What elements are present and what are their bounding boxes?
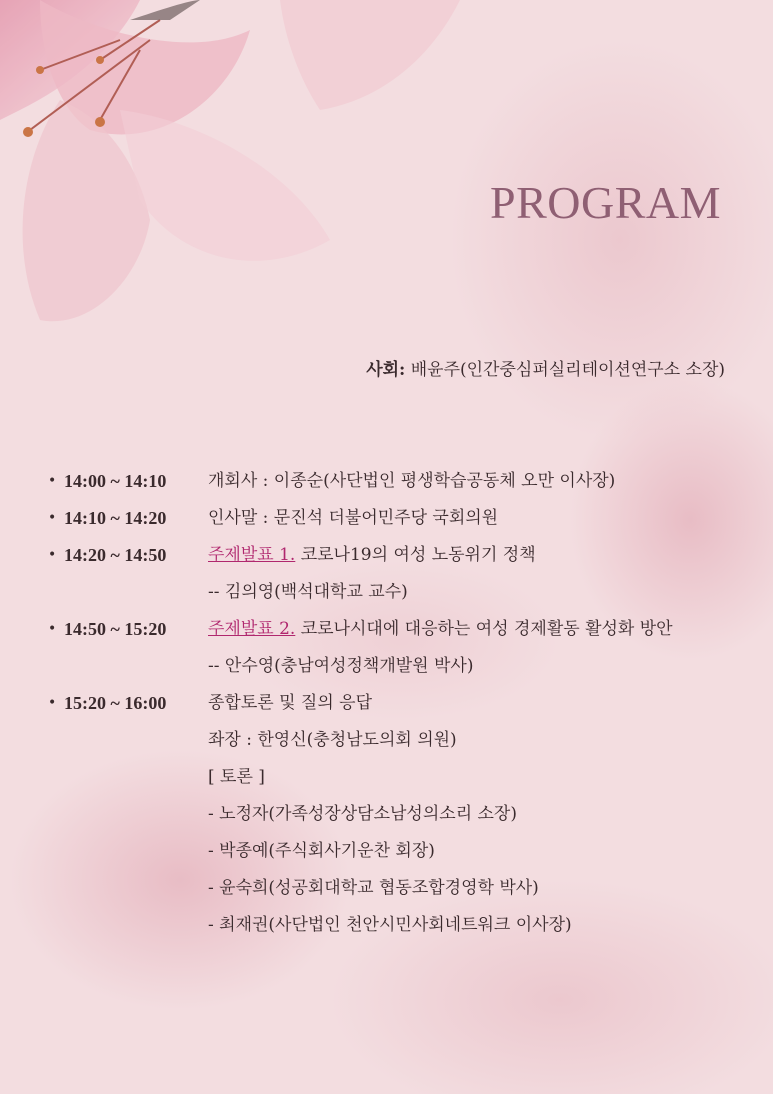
panelist-text: - 노정자(가족성장상담소남성의소리 소장): [208, 804, 517, 824]
panelist-item: [48, 870, 748, 907]
program-item: [48, 611, 748, 648]
program-text: 인사말 : 문진석 더불어민주당 국회의원: [208, 508, 499, 528]
program-time: 14:10 ~ 14:20: [64, 508, 167, 528]
program-item: [48, 685, 748, 722]
panelist-text: - 윤숙희(성공회대학교 협동조합경영학 박사): [208, 878, 539, 898]
host-label: 사회:: [366, 360, 406, 380]
program-time: 15:20 ~ 16:00: [64, 693, 167, 713]
program-topic: 코로나19의 여성 노동위기 정책: [295, 545, 536, 565]
bullet: •: [48, 473, 57, 489]
panelist-text: - 최재권(사단법인 천안시민사회네트워크 이사장): [208, 915, 572, 935]
presenter: -- 안수영(충남여성정책개발원 박사): [208, 656, 474, 676]
program-item: [48, 537, 748, 574]
lily-flower-illustration: [0, 0, 460, 321]
program-text: 종합토론 및 질의 응답: [208, 693, 373, 713]
program-topic: 코로나시대에 대응하는 여성 경제활동 활성화 방안: [295, 619, 673, 639]
discussion-chair: [48, 722, 748, 759]
panelist-item: [48, 796, 748, 833]
chair-text: 좌장 : 한영신(충청남도의회 의원): [208, 730, 457, 750]
program-accent: 주제발표 1.: [208, 545, 296, 565]
program-text: [208, 611, 673, 648]
program-sub-item: [48, 648, 748, 685]
host-value: 배윤주(인간중심퍼실리테이션연구소 소장): [410, 360, 725, 380]
program-sub-item: [48, 574, 748, 611]
bullet: •: [48, 621, 57, 637]
program-text: [208, 537, 536, 574]
discussion-heading: [48, 759, 748, 796]
bullet: •: [48, 695, 57, 711]
program-text: 개회사 : 이종순(사단법인 평생학습공동체 오만 이사장): [208, 471, 616, 491]
program-time: 14:00 ~ 14:10: [64, 471, 167, 491]
bullet: •: [48, 510, 57, 526]
page-title: PROGRAM: [489, 177, 721, 228]
discussion-heading-text: [ 토론 ]: [208, 767, 265, 787]
program-item: [48, 500, 748, 537]
presenter: -- 김의영(백석대학교 교수): [208, 582, 408, 602]
program-accent: 주제발표 2.: [208, 619, 296, 639]
program-list: [48, 463, 748, 944]
bullet: •: [48, 547, 57, 563]
panelist-item: [48, 907, 748, 944]
host-line: [366, 355, 725, 380]
panelist-text: - 박종예(주식회사기운찬 회장): [208, 841, 435, 861]
program-time: 14:50 ~ 15:20: [64, 619, 167, 639]
program-time: 14:20 ~ 14:50: [64, 545, 167, 565]
program-item: [48, 463, 748, 500]
panelist-item: [48, 833, 748, 870]
